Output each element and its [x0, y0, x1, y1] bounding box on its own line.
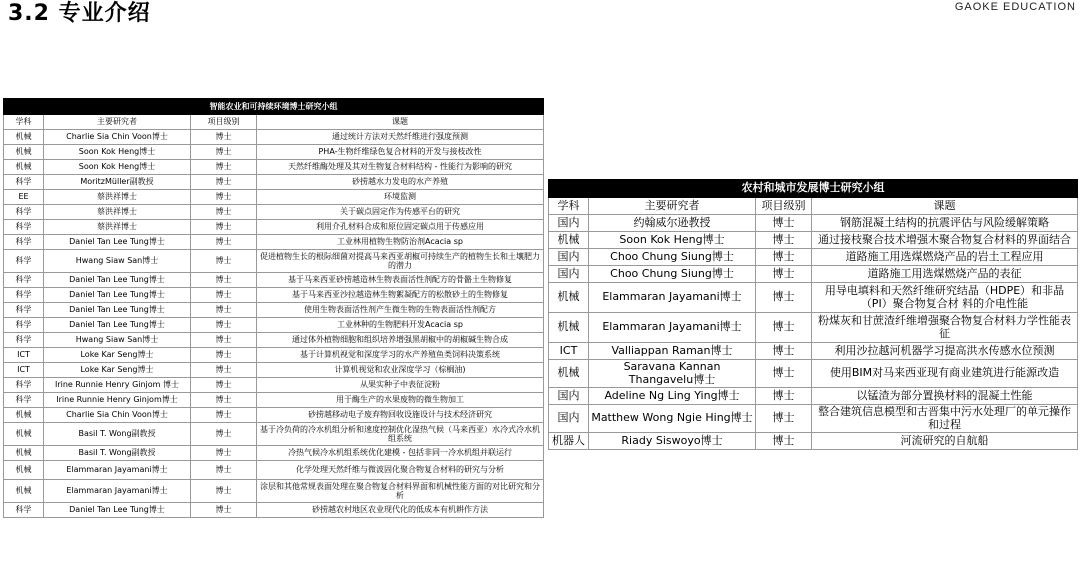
topic-cell: 关于碳点固定作为传感平台的研究 — [257, 205, 544, 220]
level-cell: 博士 — [191, 480, 257, 503]
table-row — [4, 175, 544, 190]
researcher-cell: Irine Runnie Henry Ginjom 博士 — [44, 378, 191, 393]
researcher-cell: 蔡洪祥博士 — [44, 205, 191, 220]
researcher-cell: Charlie Sia Chin Voon博士 — [44, 130, 191, 145]
table-row — [4, 333, 544, 348]
researcher-cell: Loke Kar Seng博士 — [44, 348, 191, 363]
researcher-cell: Saravana Kannan Thangavelu博士 — [589, 360, 756, 388]
subject-cell: 机械 — [4, 160, 44, 175]
researcher-cell: Elammaran Jayamani博士 — [589, 313, 756, 343]
table-row — [4, 288, 544, 303]
header-level: 项目级别 — [756, 198, 812, 215]
topic-cell: 利用介孔材料合成和原位固定碳点用于传感应用 — [257, 220, 544, 235]
level-cell: 博士 — [191, 250, 257, 273]
topic-cell: 工业林种的生物肥料开发Acacia sp — [257, 318, 544, 333]
researcher-cell: MoritzMüller副教授 — [44, 175, 191, 190]
researcher-cell: Daniel Tan Lee Tung博士 — [44, 235, 191, 250]
researcher-cell: Loke Kar Seng博士 — [44, 363, 191, 378]
researcher-cell: Matthew Wong Ngie Hing博士 — [589, 405, 756, 433]
researcher-cell: 蔡洪祥博士 — [44, 220, 191, 235]
researcher-cell: Daniel Tan Lee Tung博士 — [44, 318, 191, 333]
subject-cell: 国内 — [549, 215, 589, 232]
table-caption: 农村和城市发展博士研究小组 — [549, 180, 1078, 198]
level-cell: 博士 — [191, 235, 257, 250]
level-cell: 博士 — [756, 215, 812, 232]
subject-cell: 科学 — [4, 175, 44, 190]
topic-cell: 钢筋混凝土结构的抗震评估与风险缓解策略 — [812, 215, 1078, 232]
level-cell: 博士 — [191, 348, 257, 363]
researcher-cell: Adeline Ng Ling Ying博士 — [589, 388, 756, 405]
table-header-row — [4, 115, 544, 130]
subject-cell: 机械 — [4, 130, 44, 145]
subject-cell: 机械 — [549, 232, 589, 249]
level-cell: 博士 — [191, 408, 257, 423]
brand-logo-text: GAOKE EDUCATION — [954, 1, 1076, 13]
topic-cell: 计算机视觉和农业深度学习（棕榈油) — [257, 363, 544, 378]
level-cell: 博士 — [191, 503, 257, 518]
table-row — [4, 503, 544, 518]
subject-cell: 科学 — [4, 250, 44, 273]
level-cell: 博士 — [756, 360, 812, 388]
subject-cell: 科学 — [4, 288, 44, 303]
subject-cell: 机械 — [549, 360, 589, 388]
subject-cell: 机械 — [549, 283, 589, 313]
table-caption: 智能农业和可持续环境博士研究小组 — [4, 99, 544, 115]
subject-cell: 机械 — [549, 313, 589, 343]
table-row — [4, 318, 544, 333]
subject-cell: ICT — [4, 363, 44, 378]
researcher-cell: Daniel Tan Lee Tung博士 — [44, 288, 191, 303]
researcher-cell: Soon Kok Heng博士 — [44, 145, 191, 160]
subject-cell: 科学 — [4, 303, 44, 318]
researcher-cell: Elammaran Jayamani博士 — [44, 480, 191, 503]
topic-cell: 用导电填料和天然纤维研究结晶（HDPE）和非晶（PI）聚合物复合材 料的介电性能 — [812, 283, 1078, 313]
table-row — [549, 343, 1078, 360]
level-cell: 博士 — [191, 130, 257, 145]
table-row — [549, 232, 1078, 249]
table-row — [549, 313, 1078, 343]
table-row — [4, 378, 544, 393]
table-row — [4, 220, 544, 235]
topic-cell: 使用生物表面活性剂产生微生物的生物表面活性剂配方 — [257, 303, 544, 318]
table-row — [4, 408, 544, 423]
table-row — [4, 145, 544, 160]
table-row — [4, 273, 544, 288]
level-cell: 博士 — [756, 232, 812, 249]
researcher-cell: Daniel Tan Lee Tung博士 — [44, 503, 191, 518]
subject-cell: ICT — [549, 343, 589, 360]
topic-cell: 粉煤灰和甘蔗渣纤维增强聚合物复合材料力学性能表征 — [812, 313, 1078, 343]
subject-cell: 科学 — [4, 503, 44, 518]
level-cell: 博士 — [191, 333, 257, 348]
subject-cell: 国内 — [549, 405, 589, 433]
topic-cell: 工业林用植物生物防治剂Acacia sp — [257, 235, 544, 250]
table-row — [549, 249, 1078, 266]
level-cell: 博士 — [191, 378, 257, 393]
topic-cell: 砂捞越农村地区农业现代化的低成本有机耕作方法 — [257, 503, 544, 518]
topic-cell: PHA-生物纤维绿色复合材料的开发与接枝改性 — [257, 145, 544, 160]
topic-cell: 从果实种子中表征淀粉 — [257, 378, 544, 393]
level-cell: 博士 — [191, 190, 257, 205]
level-cell: 博士 — [756, 433, 812, 450]
subject-cell: 科学 — [4, 393, 44, 408]
researcher-cell: Riady Siswoyo博士 — [589, 433, 756, 450]
topic-cell: 砂捞越水力发电的水产养殖 — [257, 175, 544, 190]
table-row — [549, 283, 1078, 313]
researcher-cell: Choo Chung Siung博士 — [589, 249, 756, 266]
topic-cell: 基于计算机视觉和深度学习的水产养殖鱼类饲料决策系统 — [257, 348, 544, 363]
topic-cell: 基于马来西亚砂捞越造林生物表面活性剂配方的骨骼土生物修复 — [257, 273, 544, 288]
researcher-cell: Daniel Tan Lee Tung博士 — [44, 273, 191, 288]
header-subject: 学科 — [4, 115, 44, 130]
table-row — [4, 446, 544, 461]
header-researcher: 主要研究者 — [44, 115, 191, 130]
topic-cell: 通过体外植物细胞和组织培养增强黑胡椒中的胡椒碱生物合成 — [257, 333, 544, 348]
subject-cell: ICT — [4, 348, 44, 363]
table-row — [4, 348, 544, 363]
level-cell: 博士 — [756, 313, 812, 343]
researcher-cell: 约翰威尔逊教授 — [589, 215, 756, 232]
table-row — [4, 190, 544, 205]
topic-cell: 通过统计方法对天然纤维进行强度预测 — [257, 130, 544, 145]
table-row — [4, 423, 544, 446]
subject-cell: 机器人 — [549, 433, 589, 450]
level-cell: 博士 — [191, 145, 257, 160]
researcher-cell: Choo Chung Siung博士 — [589, 266, 756, 283]
table-row — [4, 461, 544, 480]
topic-cell: 用于酶生产的水果废物的微生物加工 — [257, 393, 544, 408]
subject-cell: 科学 — [4, 318, 44, 333]
table-row — [549, 360, 1078, 388]
topic-cell: 使用BIM对马来西亚现有商业建筑进行能源改造 — [812, 360, 1078, 388]
table-row — [4, 205, 544, 220]
table-row — [4, 130, 544, 145]
level-cell: 博士 — [756, 405, 812, 433]
researcher-cell: Basil T. Wong副教授 — [44, 423, 191, 446]
topic-cell: 冷热气候冷水机组系统优化建模 - 包括非同一冷水机组并联运行 — [257, 446, 544, 461]
table-row — [4, 235, 544, 250]
level-cell: 博士 — [756, 283, 812, 313]
topic-cell: 环境监测 — [257, 190, 544, 205]
topic-cell: 通过接枝聚合技术增强木聚合物复合材料的界面结合 — [812, 232, 1078, 249]
table-row — [4, 363, 544, 378]
researcher-cell: Valliappan Raman博士 — [589, 343, 756, 360]
researcher-cell: Daniel Tan Lee Tung博士 — [44, 303, 191, 318]
table-row — [4, 303, 544, 318]
researcher-cell: Soon Kok Heng博士 — [589, 232, 756, 249]
header-level: 项目级别 — [191, 115, 257, 130]
table-row — [4, 250, 544, 273]
researcher-cell: Soon Kok Heng博士 — [44, 160, 191, 175]
topic-cell: 以锰渣为部分置换材料的混凝土性能 — [812, 388, 1078, 405]
researcher-cell: Hwang Siaw San博士 — [44, 333, 191, 348]
level-cell: 博士 — [756, 249, 812, 266]
subject-cell: EE — [4, 190, 44, 205]
level-cell: 博士 — [756, 388, 812, 405]
table-row — [549, 433, 1078, 450]
topic-cell: 砂捞越移动电子废弃物回收设施设计与技术经济研究 — [257, 408, 544, 423]
topic-cell: 化学处理天然纤维与微波固化聚合物复合材料的研究与分析 — [257, 461, 544, 480]
subject-cell: 国内 — [549, 266, 589, 283]
level-cell: 博士 — [191, 363, 257, 378]
topic-cell: 河流研究的自航船 — [812, 433, 1078, 450]
subject-cell: 机械 — [4, 480, 44, 503]
level-cell: 博士 — [756, 343, 812, 360]
level-cell: 博士 — [191, 423, 257, 446]
level-cell: 博士 — [191, 318, 257, 333]
subject-cell: 机械 — [4, 461, 44, 480]
level-cell: 博士 — [191, 273, 257, 288]
level-cell: 博士 — [756, 266, 812, 283]
researcher-cell: Elammaran Jayamani博士 — [44, 461, 191, 480]
researcher-cell: Irine Runnie Henry Ginjom博士 — [44, 393, 191, 408]
topic-cell: 涂层和其他常规表面处理在聚合物复合材料界面和机械性能方面的对比研究和分析 — [257, 480, 544, 503]
level-cell: 博士 — [191, 393, 257, 408]
table-row — [549, 388, 1078, 405]
level-cell: 博士 — [191, 461, 257, 480]
table-row — [549, 266, 1078, 283]
topic-cell: 道路施工用选煤燃烧产品的岩土工程应用 — [812, 249, 1078, 266]
level-cell: 博士 — [191, 288, 257, 303]
header-topic: 课题 — [812, 198, 1078, 215]
level-cell: 博士 — [191, 303, 257, 318]
subject-cell: 机械 — [4, 408, 44, 423]
topic-cell: 利用沙拉越河机器学习提高洪水传感水位预测 — [812, 343, 1078, 360]
table-row — [549, 405, 1078, 433]
topic-cell: 天然纤维酶处理及其对生物复合材料结构 - 性能行为影响的研究 — [257, 160, 544, 175]
subject-cell: 机械 — [4, 423, 44, 446]
level-cell: 博士 — [191, 160, 257, 175]
level-cell: 博士 — [191, 205, 257, 220]
table-row — [549, 215, 1078, 232]
topic-cell: 基于冷负荷的冷水机组分析和速度控制优化湿热气候（马来西亚）水冷式冷水机组系统 — [257, 423, 544, 446]
subject-cell: 科学 — [4, 235, 44, 250]
researcher-cell: Hwang Siaw San博士 — [44, 250, 191, 273]
agriculture-research-table — [3, 98, 544, 518]
researcher-cell: 蔡洪祥博士 — [44, 190, 191, 205]
subject-cell: 国内 — [549, 249, 589, 266]
header-topic: 课题 — [257, 115, 544, 130]
page-title: 3.2 专业介绍 — [8, 1, 151, 26]
subject-cell: 科学 — [4, 333, 44, 348]
subject-cell: 科学 — [4, 220, 44, 235]
level-cell: 博士 — [191, 220, 257, 235]
level-cell: 博士 — [191, 175, 257, 190]
subject-cell: 科学 — [4, 205, 44, 220]
table-row — [4, 393, 544, 408]
researcher-cell: Charlie Sia Chin Voon博士 — [44, 408, 191, 423]
topic-cell: 道路施工用选煤燃烧产品的表征 — [812, 266, 1078, 283]
researcher-cell: Elammaran Jayamani博士 — [589, 283, 756, 313]
table-row — [4, 480, 544, 503]
table-header-row — [549, 198, 1078, 215]
header-researcher: 主要研究者 — [589, 198, 756, 215]
header-subject: 学科 — [549, 198, 589, 215]
topic-cell: 基于马来西亚沙拉越造林生物絮凝配方的松散砂土的生物修复 — [257, 288, 544, 303]
subject-cell: 科学 — [4, 378, 44, 393]
table-row — [4, 160, 544, 175]
rural-urban-research-table — [548, 179, 1078, 450]
level-cell: 博士 — [191, 446, 257, 461]
researcher-cell: Basil T. Wong副教授 — [44, 446, 191, 461]
topic-cell: 整合建筑信息模型和古晋集中污水处理厂的单元操作和过程 — [812, 405, 1078, 433]
topic-cell: 促进植物生长的根际细菌对提高马来西亚胡椒可持续生产的植物生长和土壤肥力的潜力 — [257, 250, 544, 273]
subject-cell: 国内 — [549, 388, 589, 405]
subject-cell: 科学 — [4, 273, 44, 288]
subject-cell: 机械 — [4, 446, 44, 461]
subject-cell: 机械 — [4, 145, 44, 160]
